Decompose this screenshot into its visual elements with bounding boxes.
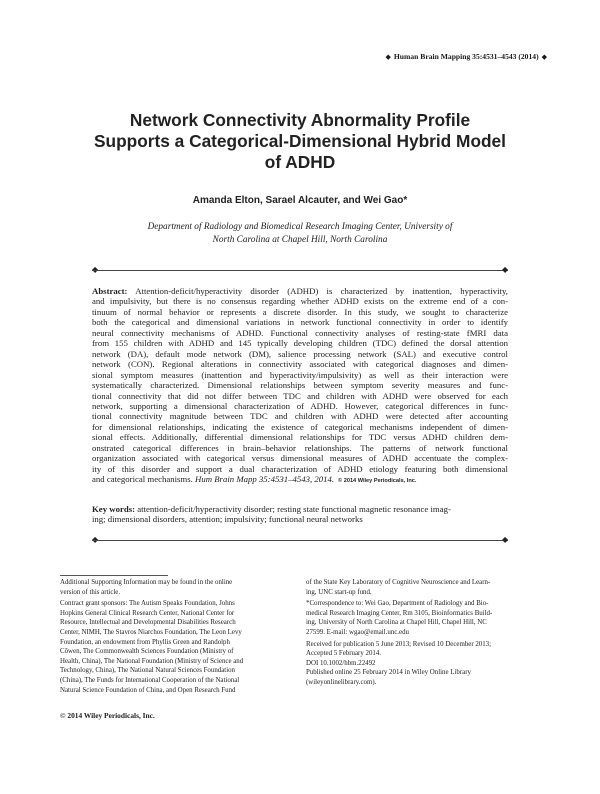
abstract-line: from 155 children with ADHD and 145 typically developing children (TDC) defined the dorsal attention <box>92 338 508 349</box>
title-line: Network Connectivity Abnormality Profile <box>129 110 471 130</box>
keywords-label: Key words: <box>92 504 136 514</box>
abstract-line: tional connectivity magnitude between TDC and children with ADHD were detected after accounting <box>92 411 508 422</box>
keywords-line: Key words: attention-deficit/hyperactivity disorder; resting state functional magnetic resonance imag- <box>92 504 451 514</box>
abstract-line: onstrated categorical differences in brain–behavior relationships. The patterns of network functional <box>92 442 508 453</box>
footnote-grant-sponsors: Contract grant sponsors: The Autism Speaks Foundation, Johns Hopkins General Clinical Research Center, National Center for Resource, Intellectual and Developmental Disabilities Research Center, NIMH, The Stavros Niarchos Foundation, The Leon Levy Foundation, an endowment from Phyllis Green and Randolph Cōwen, The Commonwealth Sciences Foundation (Ministry of Health, China), The National Foundation (Ministry of Science and Technology, China), The National Natural Sciences Foundation (China), The Funds for International Cooperation of the National Natural Science Foundation of China, and Open Research Fund <box>60 600 244 694</box>
abstract-line: network (CON). Regional alterations in connectivity associated with categorical diagnoses and dimen- <box>92 359 508 370</box>
diamond-marker-icon: ◆ <box>502 535 509 544</box>
keywords-line: ing; dimensional disorders, attention; impulsivity; functional neural networks <box>92 514 363 525</box>
footnote-published-online: Published online 25 February 2014 in Wiley Online Library (wileyonlinelibrary.com). <box>306 669 471 686</box>
separator-rule <box>92 540 508 541</box>
title-line: of ADHD <box>264 152 336 172</box>
diamond-marker-icon: ◆ <box>92 265 99 274</box>
abstract-line: tional connectivity that did not differ between TDC and children with ADHD were observed for each <box>92 390 508 401</box>
footnote-supporting-info: Additional Supporting Information may be found in the online version of this article. <box>60 579 233 596</box>
separator-rule <box>92 270 508 271</box>
abstract-label: Abstract: <box>92 286 128 296</box>
diamond-marker-icon: ◆ <box>92 535 99 544</box>
abstract-line: network (DA), default mode network (DM), salience processing network (SAL) and executive control <box>92 348 508 359</box>
diamond-marker-icon: ◆ <box>385 53 391 61</box>
abstract-copyright: © 2014 Wiley Periodicals, Inc. <box>338 478 417 485</box>
running-head-text: Human Brain Mapping 35:4531–4543 (2014) <box>393 52 539 61</box>
abstract-line: network, supporting a dimensional characterization of ADHD. However, categorical differences in func- <box>92 400 508 411</box>
journal-citation: Hum Brain Mapp 35:4531–4543, 2014. <box>195 474 335 485</box>
footnote-rule <box>60 575 168 576</box>
author-list: Amanda Elton, Sarael Alcauter, and Wei Gao* <box>192 195 408 206</box>
abstract-line: neural connectivity mechanisms of ADHD. Functional connectivity analyses of resting-state fMRI data <box>92 327 508 338</box>
abstract-line: for dimensional relationships, indicating the existence of categorical mechanisms independent of dimen- <box>92 421 508 432</box>
footnote-correspondence: *Correspondence to: Wei Gao, Department of Radiology and Bio- medical Research Imaging Center, Rm 3105, Bioinformatics Build- ing, University of North Carolina at Chapel Hill, Chapel Hill, NC 27599. E-mail: wgao@email.unc.edu <box>306 600 493 636</box>
page-copyright: © 2014 Wiley Periodicals, Inc. <box>60 711 155 720</box>
abstract-line: Abstract: Attention-deficit/hyperactivity disorder (ADHD) is characterized by inattention, hyperactivity, <box>92 286 508 296</box>
footnote-doi: DOI 10.1002/hbm.22492 <box>306 659 376 667</box>
footnotes-left <box>60 578 296 695</box>
footnotes-right <box>306 578 546 688</box>
keywords <box>92 504 508 525</box>
abstract-line: organization associated with categorical versus dimensional measures of ADHD accentuate the complex- <box>92 453 508 464</box>
footnote-received: Received for publication 5 June 2013; Revised 10 December 2013; Accepted 5 February 2014. <box>306 640 492 658</box>
diamond-marker-icon: ◆ <box>541 53 547 61</box>
abstract-line: both the categorical and dimensional variations in network functional connectivity in order to identify <box>92 317 508 328</box>
diamond-marker-icon: ◆ <box>502 265 509 274</box>
abstract-line: systematically characterized. Dimensional relationships between symptom severity measures and func- <box>92 380 508 391</box>
abstract-line: sional effects. Additionally, differential dimensional relationships for TDC versus ADHD children dem- <box>92 432 508 443</box>
title-line: Supports a Categorical-Dimensional Hybrid Model <box>94 131 506 151</box>
article-title <box>60 110 540 173</box>
abstract <box>92 286 508 487</box>
abstract-line: and impulsivity, but there is no consensus regarding whether ADHD exists on the extreme end of a con- <box>92 296 508 307</box>
affiliation-line: Department of Radiology and Biomedical Research Imaging Center, University of <box>147 222 453 232</box>
running-head <box>383 52 551 61</box>
abstract-line: tinuum of normal behavior or represents a discrete disorder. In this study, we sought to characterize <box>92 306 508 317</box>
abstract-line: ity of this disorder and support a dual characterization of ADHD etiology featuring both dimensional <box>92 463 508 474</box>
footnote-grant-continued: of the State Key Laboratory of Cognitive Neuroscience and Learn- ing, UNC start-up fund. <box>306 579 491 596</box>
affiliation <box>60 221 540 246</box>
abstract-line: and categorical mechanisms. Hum Brain Mapp 35:4531–4543, 2014. © 2014 Wiley Periodicals, Inc. <box>92 474 417 485</box>
abstract-line: sional symptom measures (inattention and hyperactivity/impulsivity) as well as their interaction were <box>92 369 508 380</box>
affiliation-line: North Carolina at Chapel Hill, North Carolina <box>212 234 388 245</box>
